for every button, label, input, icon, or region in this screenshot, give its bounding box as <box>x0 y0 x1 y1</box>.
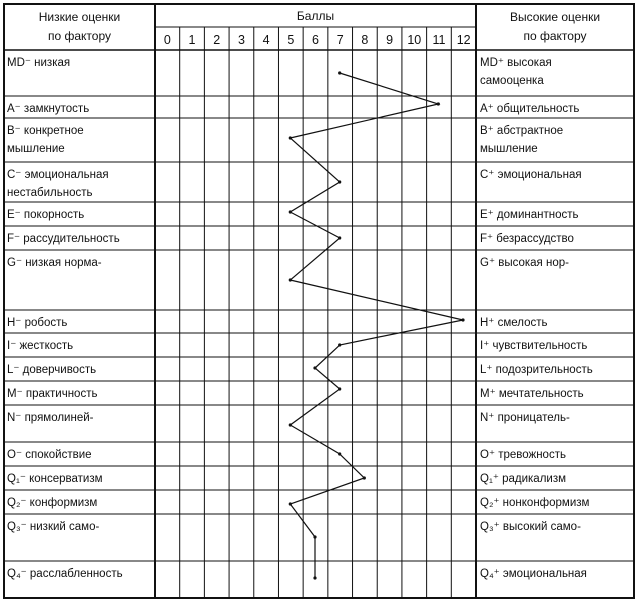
high-factor-label: G⁺ высокая нор- <box>480 257 569 269</box>
low-factor-label: F⁻ рассудительность <box>7 233 120 245</box>
high-factor-label: Q₂⁺ нонконформизм <box>480 497 590 509</box>
low-factor-label: нестабильность <box>7 187 93 199</box>
chart-title: Баллы <box>296 9 335 23</box>
scale-tick-label: 4 <box>262 33 270 47</box>
score-point <box>289 210 292 213</box>
low-factor-label: Q₁⁻ консерватизм <box>7 473 103 485</box>
low-factor-label: E⁻ покорность <box>7 209 85 221</box>
score-point <box>289 136 292 139</box>
low-factor-label: B⁻ конкретное <box>7 125 84 137</box>
scale-tick-label: 3 <box>237 33 245 47</box>
low-factor-label: MD⁻ низкая <box>7 57 71 69</box>
high-factor-label: самооценка <box>480 75 544 87</box>
table-headers <box>39 9 600 47</box>
score-point <box>289 423 292 426</box>
score-line <box>290 73 463 578</box>
high-factor-label: N⁺ проницатель- <box>480 412 570 424</box>
profile-line <box>289 71 465 579</box>
scale-tick-label: 9 <box>386 33 394 47</box>
score-point <box>338 71 341 74</box>
score-point <box>338 452 341 455</box>
low-factor-label: M⁻ практичность <box>7 388 98 400</box>
high-factor-label: I⁺ чувствительность <box>480 340 588 352</box>
low-factor-label: мышление <box>7 143 65 155</box>
score-point <box>461 318 464 321</box>
score-point <box>363 476 366 479</box>
left-header-line: по фактору <box>47 29 112 43</box>
score-point <box>289 278 292 281</box>
high-factor-label: B⁺ абстрактное <box>480 125 564 137</box>
high-factor-label: мышление <box>480 143 538 155</box>
low-factor-label: L⁻ доверчивость <box>7 364 97 376</box>
scale-tick-label: 8 <box>361 33 369 47</box>
scale-tick-label: 11 <box>432 33 446 47</box>
left-header-line: Низкие оценки <box>38 10 121 24</box>
high-factor-label: E⁺ доминантность <box>480 209 579 221</box>
scale-tick-label: 10 <box>407 33 422 47</box>
high-factor-label: L⁺ подозрительность <box>480 364 593 376</box>
right-header-line: по фактору <box>523 29 587 43</box>
high-factor-label: Q₁⁺ радикализм <box>480 473 567 485</box>
score-point <box>313 535 316 538</box>
high-factor-label: MD⁺ высокая <box>480 57 552 69</box>
high-factor-label: H⁺ смелость <box>480 317 548 329</box>
score-point <box>437 102 440 105</box>
score-point <box>338 236 341 239</box>
high-factor-label: F⁺ безрассудство <box>480 233 574 245</box>
low-factor-label: G⁻ низкая норма- <box>7 257 102 269</box>
low-factor-label: Q₃⁻ низкий само- <box>7 521 100 533</box>
low-factor-label: N⁻ прямолиней- <box>7 412 94 424</box>
low-factor-label: C⁻ эмоциональная <box>7 169 109 181</box>
score-point <box>313 576 316 579</box>
high-factor-label: A⁺ общительность <box>480 103 580 115</box>
low-factor-label: Q₂⁻ конформизм <box>7 497 98 509</box>
scale-tick-label: 7 <box>336 33 344 47</box>
high-factor-label: C⁺ эмоциональная <box>480 169 582 181</box>
high-factor-label: Q₄⁺ эмоциональная <box>480 568 587 580</box>
low-factor-label: H⁻ робость <box>7 317 68 329</box>
high-factor-label: O⁺ тревожность <box>480 449 566 461</box>
low-factor-label: O⁻ спокойствие <box>7 449 92 461</box>
score-point <box>313 366 316 369</box>
scale-tick-label: 6 <box>312 33 319 47</box>
low-factor-label: A⁻ замкнутость <box>7 103 90 115</box>
right-header-line: Высокие оценки <box>509 10 601 24</box>
score-point <box>289 502 292 505</box>
score-point <box>338 343 341 346</box>
scale-tick-label: 5 <box>287 33 295 47</box>
score-point <box>338 180 341 183</box>
scale-tick-label: 1 <box>188 33 196 47</box>
low-factor-label: Q₄⁻ расслабленность <box>7 568 123 580</box>
score-point <box>338 387 341 390</box>
scale-tick-label: 0 <box>163 33 171 47</box>
scale-tick-label: 2 <box>213 33 221 47</box>
high-factor-label: M⁺ мечтательность <box>480 388 584 400</box>
low-factor-label: I⁻ жесткость <box>7 340 74 352</box>
high-factor-label: Q₃⁺ высокий само- <box>480 521 581 533</box>
scale-tick-label: 12 <box>456 33 471 47</box>
